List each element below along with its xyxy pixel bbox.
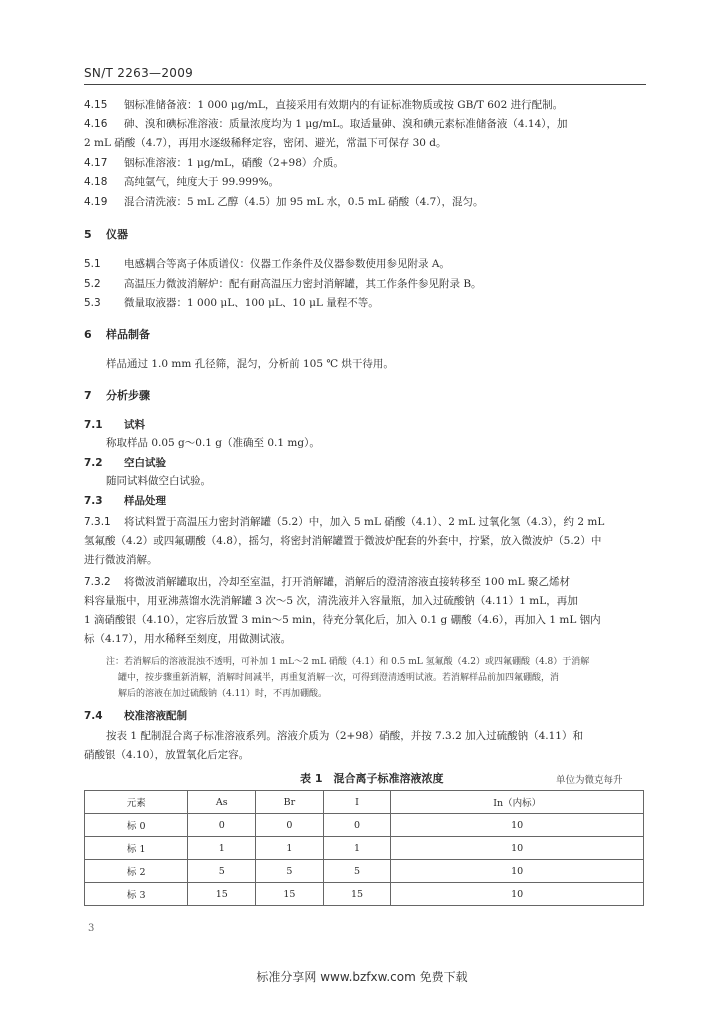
table-cell: 1: [256, 837, 324, 860]
text-line: [106, 436, 320, 450]
text-line: [84, 136, 447, 150]
clause-number: 7.3.1: [84, 516, 111, 528]
clause-number: 6: [84, 328, 92, 341]
table-cell: 1: [323, 837, 391, 860]
text-line: [84, 175, 279, 189]
clause-text: 校准溶液配制: [124, 710, 187, 722]
clause-number: 7: [84, 389, 92, 402]
text-line: [84, 575, 570, 589]
text-line: [84, 296, 379, 310]
clause-text: 称取样品 0.05 g～0.1 g（准确至 0.1 mg）。: [106, 437, 320, 449]
clause-text: 氢氟酸（4.2）或四氟硼酸（4.8），摇匀，将密封消解罐置于微波炉配套的外套中，拧紧，放入微波炉（5.2）中: [84, 535, 602, 547]
text-line: [84, 328, 150, 342]
table-cell: 10: [391, 837, 644, 860]
clause-text: 混合清洗液：5 mL 乙醇（4.5）加 95 mL 水，0.5 mL 硝酸（4.7），混匀。: [124, 196, 484, 208]
text-line: [84, 594, 578, 608]
table-title: 表 1 混合离子标准溶液浓度: [300, 772, 444, 785]
table-cell: 10: [391, 883, 644, 906]
doc-code: SN/T 2263—2009: [84, 66, 194, 80]
text-line: [106, 729, 583, 743]
table-cell: 标 0: [85, 814, 188, 837]
clause-number: 7.4: [84, 710, 103, 722]
clause-text: 试料: [124, 419, 145, 431]
table-row: [85, 837, 644, 860]
clause-text: 高温压力微波消解炉：配有耐高温压力密封消解罐，其工作条件参见附录 B。: [124, 278, 482, 290]
table-row: [85, 883, 644, 906]
clause-text: 罐中，按步骤重新消解，消解时间减半，再重复消解一次，可得到澄清透明试液。若消解样品前加四氟硼酸，消: [118, 673, 560, 683]
text-line: [118, 671, 559, 685]
table-cell: 0: [188, 814, 256, 837]
text-line: [106, 357, 394, 371]
table-header: In（内标）: [391, 791, 644, 814]
clause-text: 进行微波消解。: [84, 554, 158, 566]
clause-text: 注：若消解后的溶液混浊不透明，可补加 1 mL～2 mL 硝酸（4.1）和 0.5 mL 氢氟酸（4.2）或四氟硼酸（4.8）于消解: [106, 657, 590, 667]
clause-text: 按表 1 配制混合离子标准溶液系列。溶液介质为（2+98）硝酸，并按 7.3.2 加入过硫酸钠（4.11）和: [106, 730, 583, 742]
text-line: [106, 655, 589, 669]
table-cell: 标 3: [85, 883, 188, 906]
text-line: [84, 277, 482, 291]
clause-number: 4.18: [84, 176, 108, 188]
table-cell: 10: [391, 860, 644, 883]
text-line: [84, 709, 187, 723]
table-cell: 15: [256, 883, 324, 906]
clause-text: 空白试验: [124, 457, 166, 469]
clause-number: 4.19: [84, 196, 108, 208]
standard-solution-table: [84, 790, 644, 906]
table-cell: 15: [323, 883, 391, 906]
table-header: 元素: [85, 791, 188, 814]
text-line: [84, 515, 604, 529]
clause-text: 样品制备: [106, 328, 150, 341]
text-line: [84, 195, 484, 209]
clause-text: 硝酸银（4.10），放置氧化后定容。: [84, 749, 250, 761]
clause-text: 将试料置于高温压力密封消解罐（5.2）中，加入 5 mL 硝酸（4.1）、2 mL 过氧化氢（4.3），约 2 mL: [124, 516, 605, 528]
clause-text: 将微波消解罐取出，冷却至室温，打开消解罐，消解后的澄清溶液直接转移至 100 mL 聚乙烯材: [124, 576, 570, 588]
table-row: [85, 860, 644, 883]
clause-number: 7.2: [84, 457, 103, 469]
clause-text: 铟标准溶液：1 μg/mL，硝酸（2+98）介质。: [124, 157, 344, 169]
table-cell: 0: [323, 814, 391, 837]
table-header: Br: [256, 791, 324, 814]
page-number: 3: [88, 923, 95, 934]
clause-number: 5: [84, 228, 92, 241]
text-line: [84, 553, 158, 567]
clause-text: 随同试料做空白试验。: [106, 475, 211, 487]
text-line: [84, 156, 344, 170]
clause-number: 7.3: [84, 495, 103, 507]
table-cell: 5: [188, 860, 256, 883]
table-cell: 5: [323, 860, 391, 883]
text-line: [84, 456, 166, 470]
table-header: As: [188, 791, 256, 814]
text-line: [84, 98, 563, 112]
clause-text: 标（4.17），用水稀释至刻度，用做测试液。: [84, 633, 292, 645]
clause-number: 4.15: [84, 99, 108, 111]
text-line: [84, 257, 450, 271]
table-unit: 单位为微克每升: [556, 775, 623, 786]
clause-text: 砷、溴和碘标准溶液：质量浓度均为 1 μg/mL。取适量砷、溴和碘元素标准储备液（4.14），加: [124, 118, 568, 130]
clause-text: 样品处理: [124, 495, 166, 507]
table-cell: 10: [391, 814, 644, 837]
clause-number: 4.17: [84, 157, 108, 169]
text-line: [84, 534, 601, 548]
clause-text: 仪器: [106, 228, 128, 241]
clause-text: 解后的溶液在加过硫酸钠（4.11）时，不再加硼酸。: [118, 689, 328, 699]
footer-watermark: 标准分享网 www.bzfxw.com 免费下载: [256, 970, 468, 984]
text-line: [84, 418, 145, 432]
table-cell: 标 1: [85, 837, 188, 860]
clause-text: 分析步骤: [106, 389, 150, 402]
clause-text: 样品通过 1.0 mm 孔径筛，混匀，分析前 105 ℃ 烘干待用。: [106, 358, 394, 370]
clause-text: 2 mL 硝酸（4.7），再用水逐级稀释定容，密闭、避光，常温下可保存 30 d。: [84, 137, 447, 149]
clause-number: 5.3: [84, 297, 101, 309]
clause-text: 微量取液器：1 000 μL、100 μL、10 μL 量程不等。: [124, 297, 379, 309]
clause-text: 高纯氩气，纯度大于 99.999%。: [124, 176, 280, 188]
text-line: [84, 748, 249, 762]
header-rule: [84, 84, 646, 85]
text-line: [84, 632, 291, 646]
text-line: [84, 117, 568, 131]
clause-text: 铟标准储备液：1 000 μg/mL，直接采用有效期内的有证标准物质或按 GB/T 602 进行配制。: [124, 99, 564, 111]
clause-text: 料容量瓶中，用亚沸蒸馏水洗消解罐 3 次～5 次，清洗液并入容量瓶，加入过硫酸钠（4.11）1 mL，再加: [84, 595, 578, 607]
table-cell: 1: [188, 837, 256, 860]
clause-number: 5.1: [84, 258, 101, 270]
clause-number: 7.1: [84, 419, 103, 431]
clause-number: 5.2: [84, 278, 101, 290]
table-cell: 标 2: [85, 860, 188, 883]
text-line: [84, 228, 128, 242]
clause-text: 电感耦合等离子体质谱仪：仪器工作条件及仪器参数使用参见附录 A。: [124, 258, 450, 270]
table-cell: 0: [256, 814, 324, 837]
clause-text: 1 滴硝酸银（4.10），定容后放置 3 min～5 min，待充分氧化后，加入 0.1 g 硼酸（4.6），再加入 1 mL 铟内: [84, 614, 601, 626]
table-cell: 5: [256, 860, 324, 883]
text-line: [106, 474, 211, 488]
table-header: I: [323, 791, 391, 814]
text-line: [84, 613, 601, 627]
table-row: [85, 814, 644, 837]
table-cell: 15: [188, 883, 256, 906]
text-line: [84, 389, 150, 403]
clause-number: 4.16: [84, 118, 108, 130]
clause-number: 7.3.2: [84, 576, 111, 588]
table-header-row: [85, 791, 644, 814]
text-line: [84, 494, 166, 508]
text-line: [118, 687, 327, 701]
